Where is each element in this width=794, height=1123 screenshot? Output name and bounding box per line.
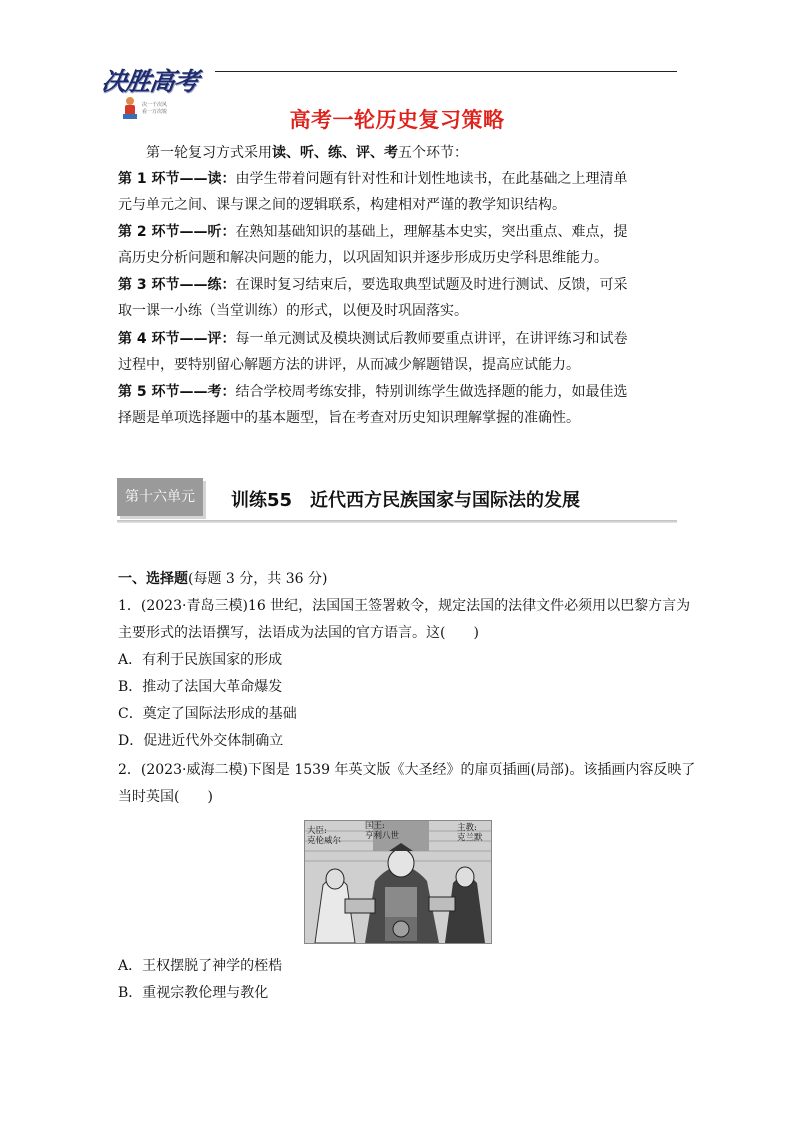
logo-tagline [142,102,167,116]
intro-suffix: 五个环节： [398,145,468,161]
section-heading [118,566,327,592]
step-text: 择题是单项选择题中的基本题型，旨在考查对历史知识理解掌握的准确性。 [118,410,580,426]
step-text: 在课时复习结束后，要选取典型试题及时进行测试、反馈，可采 [235,277,628,293]
caption-bishop [457,823,483,843]
caption-king [365,821,399,841]
step-3 [118,272,678,324]
question-2-option-a: A．王权摆脱了神学的桎梏 [118,958,283,974]
question-2-stem-line-2: 当时英国( ) [118,789,213,805]
step-2 [118,219,678,271]
caption-minister [307,826,341,846]
question-1-option-d: D．促进近代外交体制确立 [118,733,284,749]
caption-king-title: 国王: [365,821,385,831]
caption-minister-title: 大臣: [307,826,327,836]
banner-divider [117,520,677,523]
unit-banner [117,474,677,524]
step-text: 取一课一小练（当堂训练）的形式，以便及时巩固落实。 [118,303,468,319]
header-rule [215,71,677,72]
bible-frontispiece-illustration [304,820,492,944]
step-label: 第 2 环节——听： [118,224,236,240]
step-text: 元与单元之间、课与课之间的逻辑联系，构建相对严谨的教学知识结构。 [118,197,566,213]
step-label: 第 1 环节——读： [118,171,236,187]
logo-tagline-1: 决一千次风 [142,102,168,108]
caption-king-name: 亨利八世 [365,831,400,841]
section-title: 一、选择题 [118,571,188,587]
step-5 [118,379,678,431]
question-1-stem-line-1: 1．(2023·青岛三模)16 世纪，法国国王签署敕令，规定法国的法律文件必须用以巴黎方言为 [118,598,691,614]
step-text: 在熟知基础知识的基础上，理解基本史实，突出重点、难点，提 [235,224,628,240]
question-1-option-b: B．推动了法国大革命爆发 [118,679,283,695]
intro-prefix: 第一轮复习方式采用 [146,145,272,161]
logo-tagline-2: 看一万次锐 [142,109,168,115]
intro-paragraph [118,140,678,166]
intro-bold: 读、听、练、评、考 [272,145,398,161]
caption-bishop-title: 主教: [457,823,477,833]
unit-label: 第十六单元 [117,478,203,516]
question-1-stem-line-2: 主要形式的法语撰写，法语成为法国的官方语言。这( ) [118,625,479,641]
step-4 [118,326,678,378]
step-text: 结合学校周考练安排，特别训练学生做选择题的能力，如最佳选 [235,384,628,400]
step-1 [118,166,678,218]
question-2-stem-line-1: 2．(2023·威海二模)下图是 1539 年英文版《大圣经》的扉页插画(局部)。该插画内容反映了 [118,762,696,778]
caption-minister-name: 克伦威尔 [307,836,342,846]
question-2-option-b: B．重视宗教伦理与教化 [118,985,269,1001]
page-title: 高考一轮历史复习策略 [289,108,505,132]
step-label: 第 4 环节——评： [118,331,236,347]
logo-text: 决胜高考 [99,67,200,96]
step-text: 由学生带着问题有针对性和计划性地读书，在此基础之上理清单 [235,171,628,187]
step-text: 过程中，要特别留心解题方法的讲评，从而减少解题错误，提高应试能力。 [118,357,580,373]
logo [100,60,212,126]
lesson-title: 训练55 近代西方民族国家与国际法的发展 [231,490,581,511]
question-1-option-a: A．有利于民族国家的形成 [118,652,283,668]
question-1-option-c: C．奠定了国际法形成的基础 [118,706,297,722]
step-label: 第 3 环节——练： [118,277,236,293]
student-figure-icon [122,96,138,120]
step-text: 每一单元测试及模块测试后教师要重点讲评，在讲评练习和试卷 [235,331,628,347]
section-note: (每题 3 分，共 36 分) [188,571,328,587]
caption-bishop-name: 克兰默 [457,833,483,843]
step-label: 第 5 环节——考： [118,384,236,400]
step-text: 高历史分析问题和解决问题的能力，以巩固知识并逐步形成历史学科思维能力。 [118,250,608,266]
